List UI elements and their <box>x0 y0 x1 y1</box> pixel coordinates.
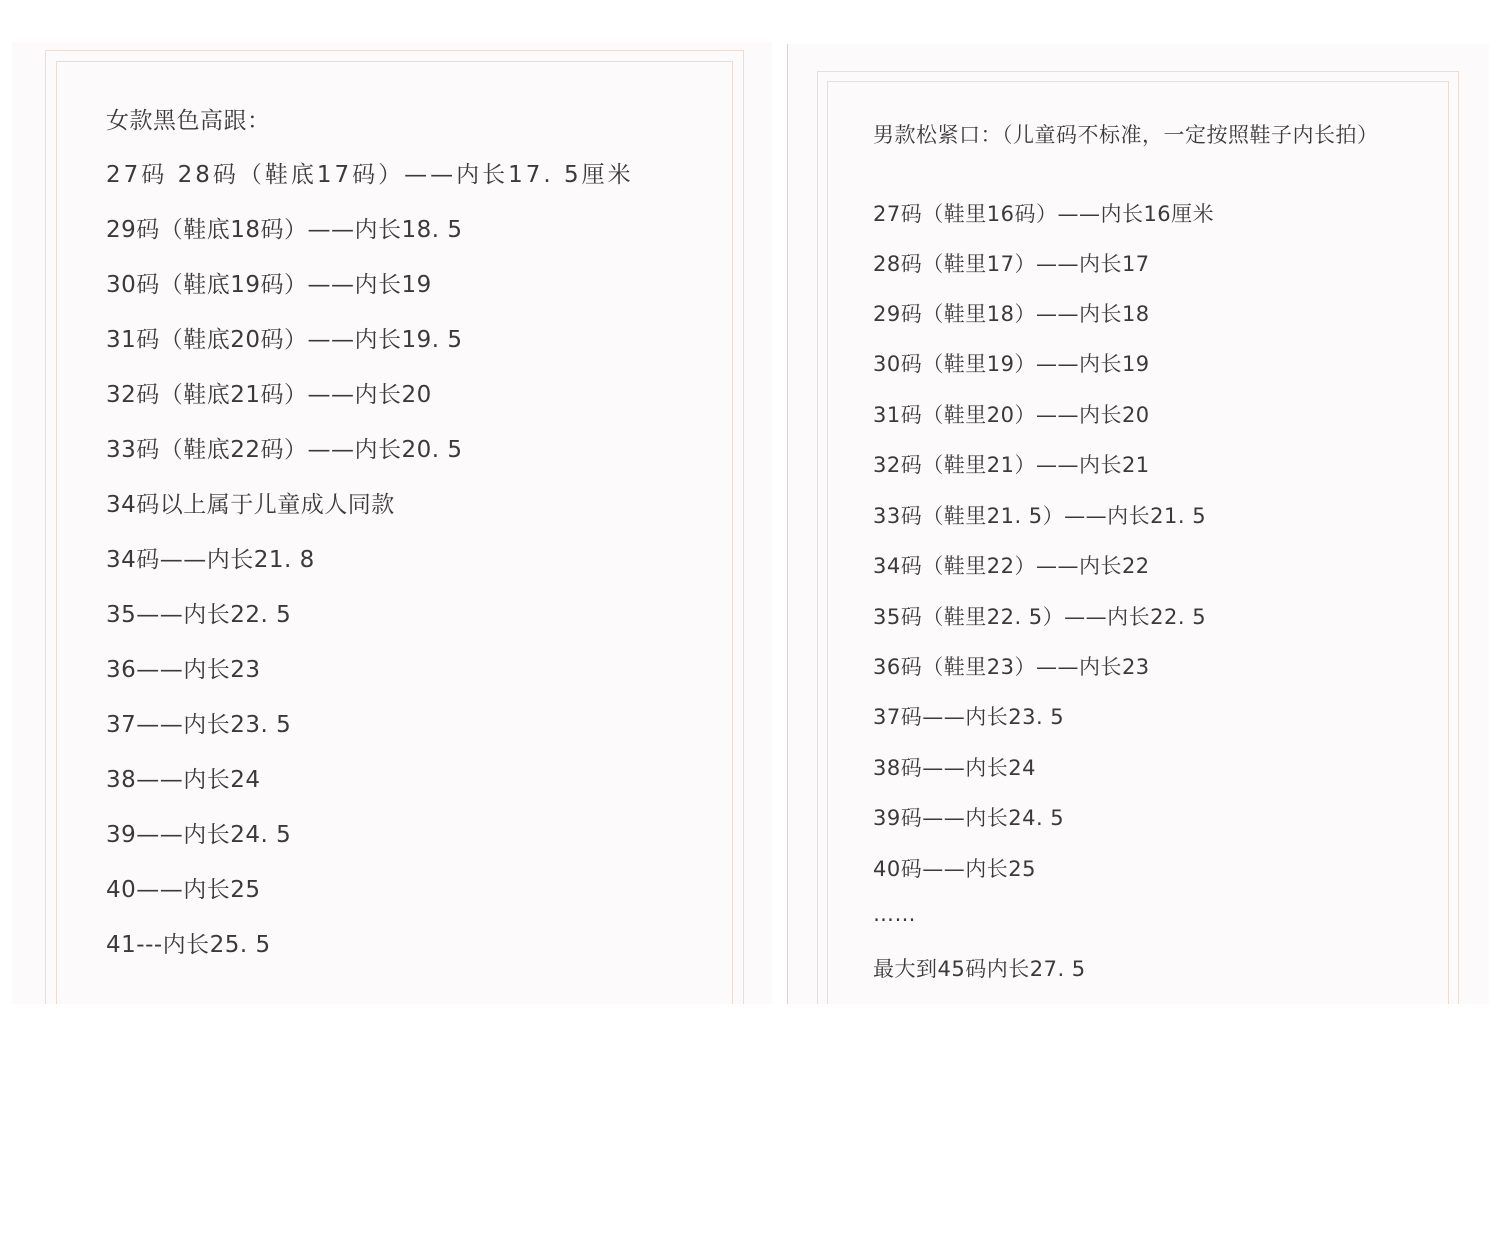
right-heading: 男款松紧口：（儿童码不标准，一定按照鞋子内长拍） <box>873 123 1379 147</box>
left-row-27-28: 27码 28码（鞋底17码）——内长17. 5厘米 <box>106 162 634 188</box>
right-row-31: 31码（鞋里20）——内长20 <box>873 403 1150 427</box>
left-row-32: 32码（鞋底21码）——内长20 <box>106 382 432 408</box>
left-size-chart-card <box>12 42 772 1004</box>
left-row-34: 34码——内长21. 8 <box>106 547 315 573</box>
right-row-37: 37码——内长23. 5 <box>873 705 1065 729</box>
left-row-30: 30码（鞋底19码）——内长19 <box>106 272 432 298</box>
right-row-30: 30码（鞋里19）——内长19 <box>873 352 1150 376</box>
left-heading: 女款黑色高跟： <box>106 108 271 134</box>
left-frame-inner <box>56 61 733 1004</box>
left-row-note: 34码以上属于儿童成人同款 <box>106 492 395 518</box>
right-row-29: 29码（鞋里18）——内长18 <box>873 302 1150 326</box>
left-row-38: 38——内长24 <box>106 767 261 793</box>
right-row-max: 最大到45码内长27. 5 <box>873 957 1086 981</box>
right-row-33: 33码（鞋里21. 5）——内长21. 5 <box>873 504 1207 528</box>
left-row-40: 40——内长25 <box>106 877 261 903</box>
right-row-36: 36码（鞋里23）——内长23 <box>873 655 1150 679</box>
left-row-35: 35——内长22. 5 <box>106 602 292 628</box>
left-row-39: 39——内长24. 5 <box>106 822 292 848</box>
left-row-37: 37——内长23. 5 <box>106 712 292 738</box>
left-row-41: 41---内长25. 5 <box>106 932 271 958</box>
left-row-31: 31码（鞋底20码）——内长19. 5 <box>106 327 463 353</box>
right-row-39: 39码——内长24. 5 <box>873 806 1065 830</box>
right-card-edge <box>787 44 788 1004</box>
right-row-28: 28码（鞋里17）——内长17 <box>873 252 1150 276</box>
right-row-34: 34码（鞋里22）——内长22 <box>873 554 1150 578</box>
right-row-27: 27码（鞋里16码）——内长16厘米 <box>873 202 1215 226</box>
right-row-32: 32码（鞋里21）——内长21 <box>873 453 1150 477</box>
right-row-35: 35码（鞋里22. 5）——内长22. 5 <box>873 605 1207 629</box>
right-row-38: 38码——内长24 <box>873 756 1036 780</box>
left-row-29: 29码（鞋底18码）——内长18. 5 <box>106 217 463 243</box>
right-size-chart-card <box>787 44 1489 1004</box>
right-row-40: 40码——内长25 <box>873 857 1036 881</box>
left-row-33: 33码（鞋底22码）——内长20. 5 <box>106 437 463 463</box>
left-row-36: 36——内长23 <box>106 657 261 683</box>
right-row-ellipsis: …… <box>873 902 916 926</box>
